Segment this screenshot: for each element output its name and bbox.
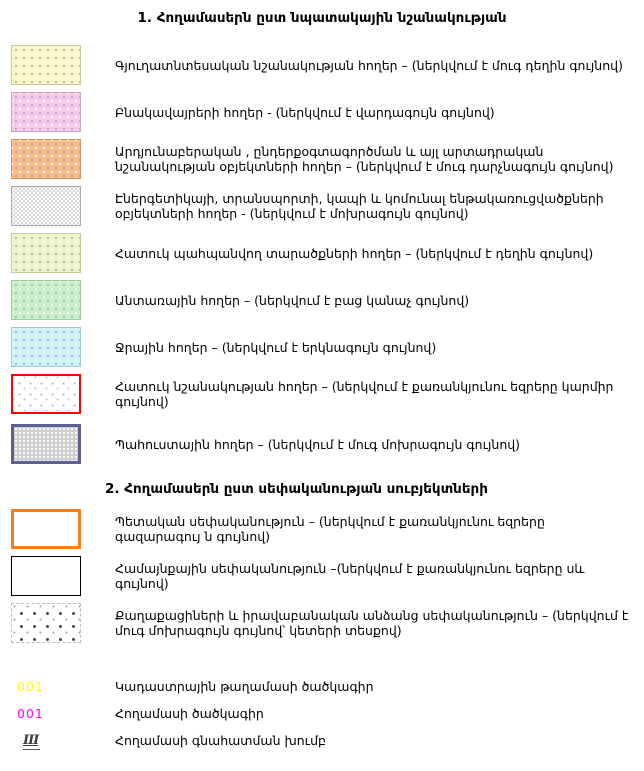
legend-label: Արդյունաբերական , ընդերքօգտագործման և այլ արտադրական նշանակության օբյեկտների հողեր – (ներկվում է մուգ դարչնագույն գույնով) (115, 144, 614, 175)
legend-label: Հատուկ պահպանվող տարածքների հողեր – (ներկվում է դեղին գույնով) (115, 245, 594, 261)
legend-label: Անտառային հողեր – (ներկվում է բաց կանաչ գույնով) (115, 292, 470, 308)
swatch-community-ownership (11, 556, 81, 596)
code-row-parcel (17, 705, 644, 722)
cadastral-quarter-code: 001 (17, 678, 44, 694)
parcel-code: 001 (17, 705, 44, 721)
swatch-industrial (11, 139, 81, 179)
legend-row-agricultural (11, 44, 644, 86)
legend-row-industrial (11, 138, 644, 180)
swatch-infrastructure (11, 186, 81, 226)
swatch-residential (11, 92, 81, 132)
codes-block (0, 678, 644, 750)
code-label: Հողամասի գնահատման խումբ (115, 733, 326, 749)
legend-row-state-ownership (11, 508, 644, 550)
legend-row-protected-areas (11, 232, 644, 274)
legend-label: Պետական սեփականություն – (ներկվում է քառանկյունու եզրերը գազարագույ ն գույնով) (115, 513, 545, 544)
section1-title: 1. Հողամասերն ըստ նպատակային նշանակության (137, 10, 507, 26)
swatch-private-ownership (11, 603, 81, 643)
swatch-agricultural (11, 45, 81, 85)
legend-label: Համայնքային սեփականություն –(ներկվում է քառանկյունու եզրերը սև գույնով) (115, 560, 585, 591)
legend-row-infrastructure (11, 185, 644, 227)
swatch-protected-areas (11, 233, 81, 273)
code-label: Կադաստրային թաղամասի ծածկագիր (115, 678, 374, 694)
legend-label: Հատուկ նշանակության հողեր – (ներկվում է քառանկյունու եզրերը կարմիր գույնով) (115, 379, 614, 410)
legend-row-forest (11, 279, 644, 321)
section2-title: 2. Հողամասերն ըստ սեփականության սուբյեկտների (105, 481, 488, 498)
legend-label: Պահուստային հողեր – (ներկվում է մուգ մոխրագույն գույնով) (115, 436, 521, 452)
code-label: Հողամասի ծածկագիր (115, 705, 264, 721)
legend-row-reserve (11, 423, 644, 465)
swatch-reserve (11, 424, 81, 464)
legend-label: Էներգետիկայի, տրանսպորտի, կապի և կոմունալ ենթակառուցվածքների օբյեկտների հողեր - (ներկվում է մոխրագույն գույնով) (115, 191, 604, 222)
legend-label: Քաղաքացիների և իրավաբանական անձանց սեփականություն – (ներկվում է մուգ մոխրագույն գույնով՝ կետերի տեսքով) (115, 607, 629, 638)
legend-row-special-purpose (11, 373, 644, 415)
swatch-special-purpose (11, 374, 81, 414)
legend-label: Ջրային հողեր – (ներկվում է երկնագույն գույնով) (115, 339, 437, 355)
swatch-water (11, 327, 81, 367)
code-row-valuation-group (17, 732, 644, 750)
legend-row-residential (11, 91, 644, 133)
code-row-cadastral-quarter (17, 678, 644, 695)
legend-row-community-ownership (11, 555, 644, 597)
legend-label: Բնակավայրերի հողեր - (ներկվում է վարդագույն գույնով) (115, 104, 495, 120)
valuation-group-symbol: III (23, 732, 39, 748)
swatch-state-ownership (11, 509, 81, 549)
legend-row-private-ownership (11, 602, 644, 644)
legend-row-water (11, 326, 644, 368)
swatch-forest (11, 280, 81, 320)
legend-label: Գյուղատնտեսական նշանակության հողեր – (ներկվում է մուգ դեղին գույնով) (115, 57, 623, 73)
